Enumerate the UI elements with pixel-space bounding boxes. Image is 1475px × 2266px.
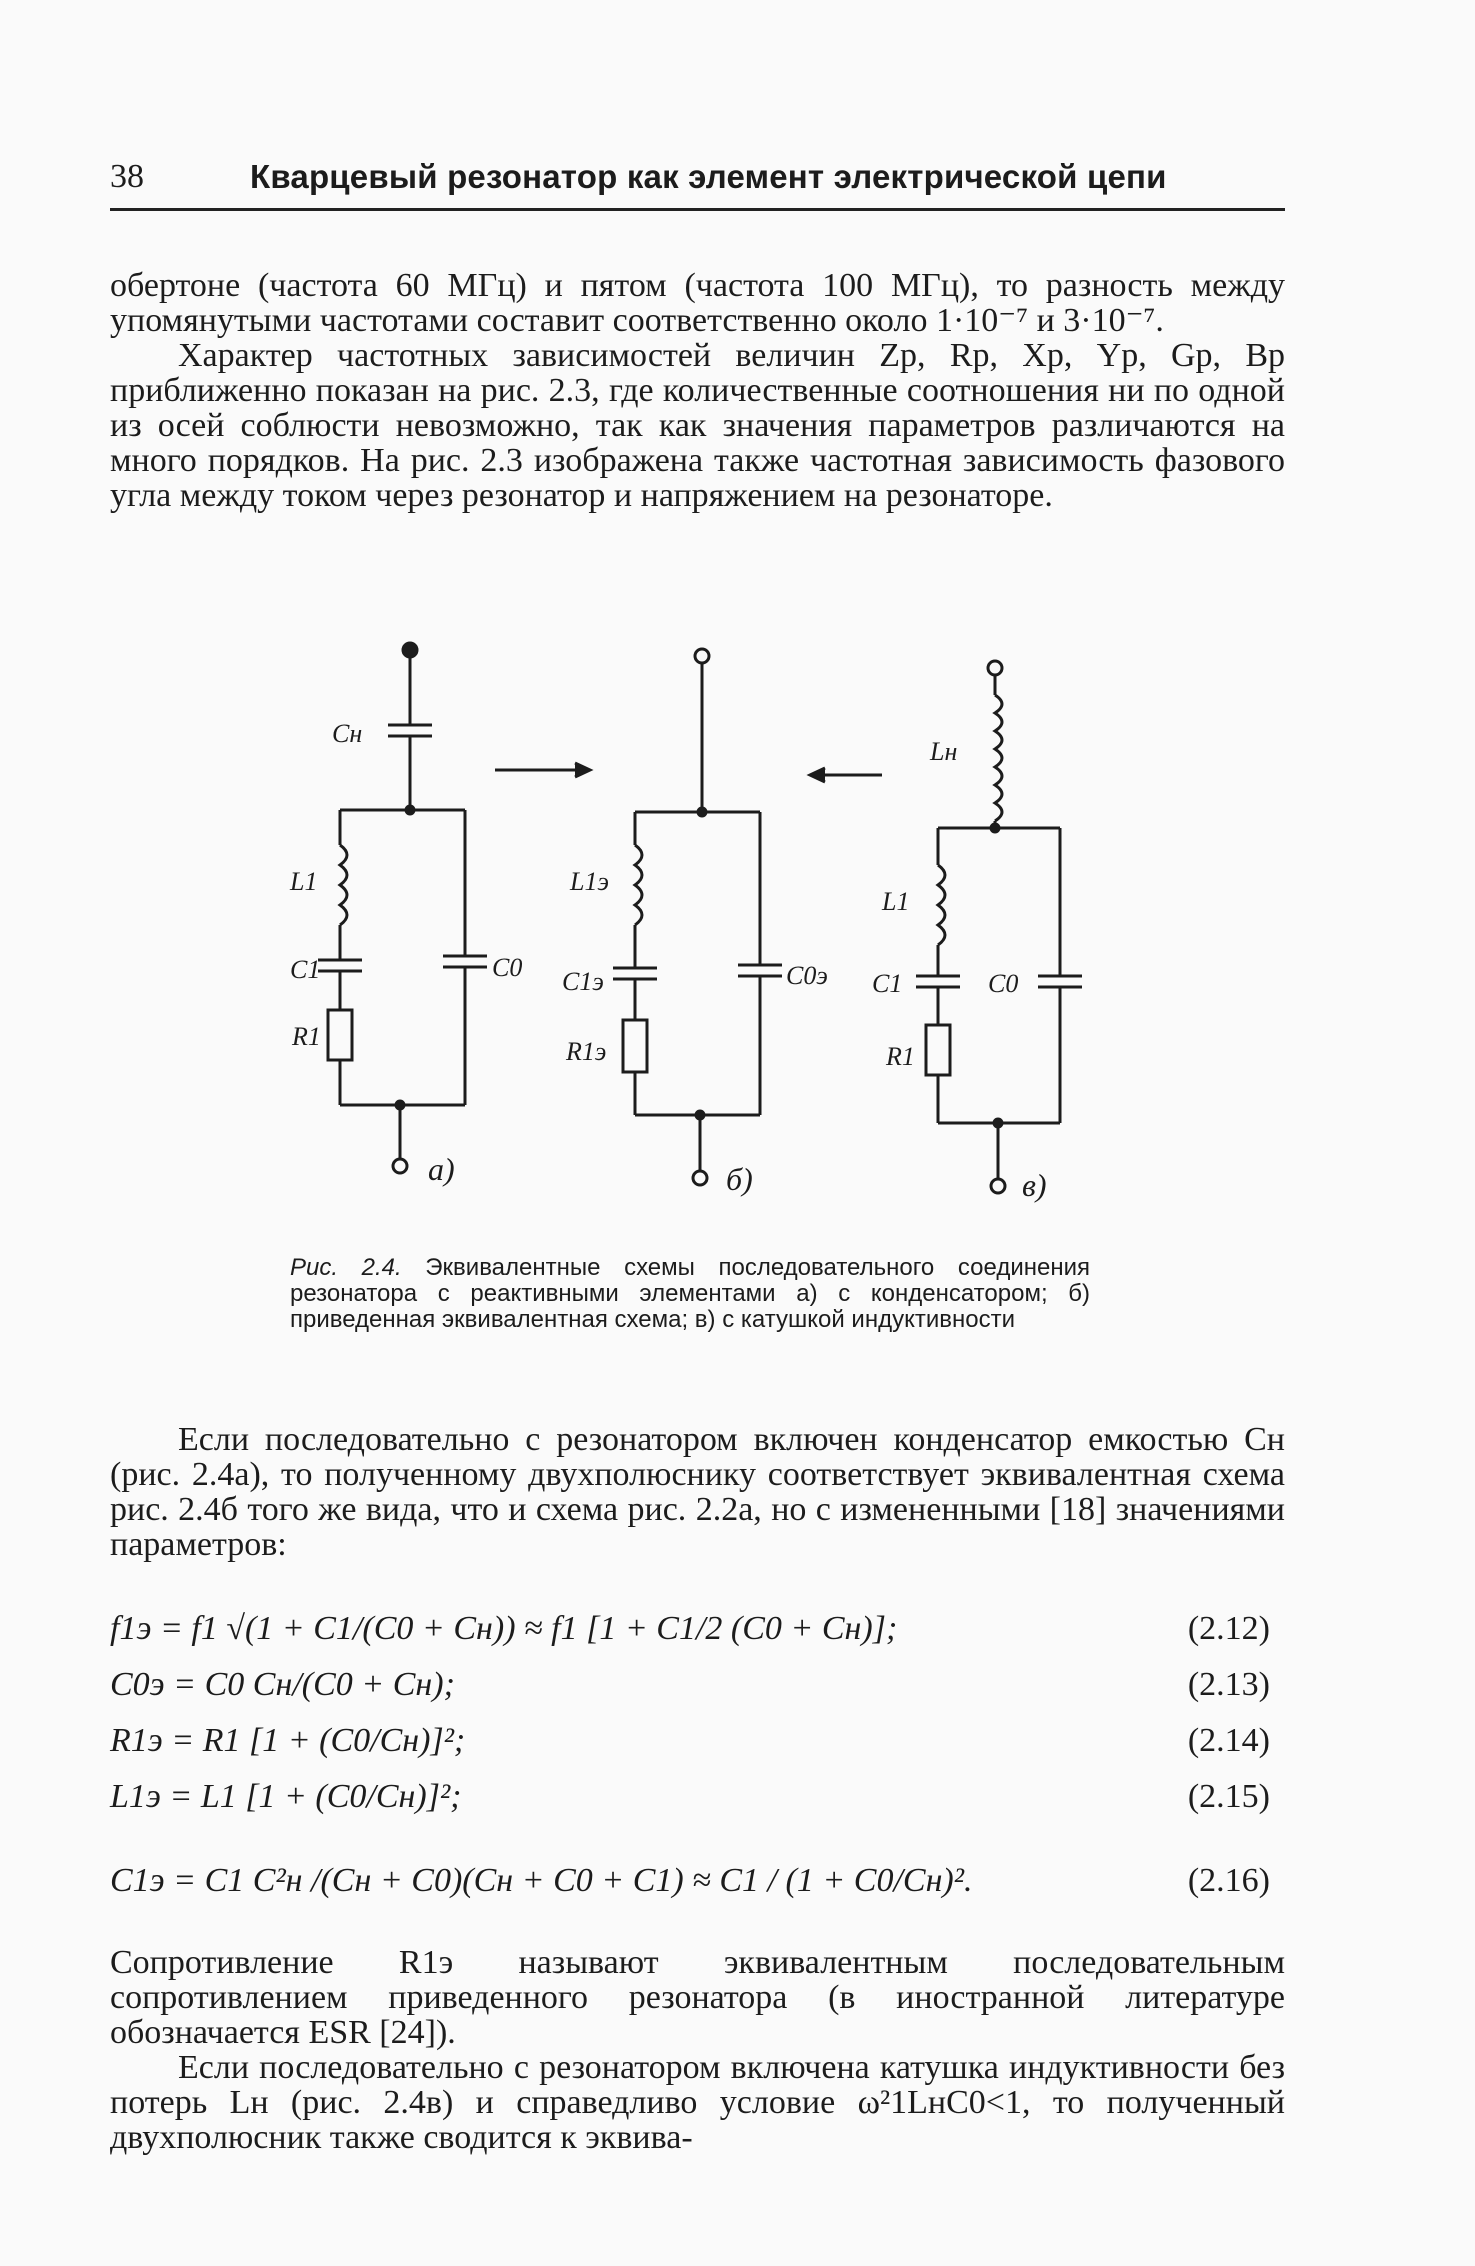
inductor-l1-c <box>938 865 945 945</box>
label-c0e-b: C0э <box>786 961 828 990</box>
inductor-ln-c <box>995 695 1002 821</box>
label-ln-c: Lн <box>930 737 958 766</box>
inductor-l1e-b <box>635 845 642 925</box>
terminal-top-c <box>988 661 1002 675</box>
label-l1-c: L1 <box>882 887 910 916</box>
paragraph-series-inductor: Если последовательно с резонатором включена катушка индуктивности без потерь Lн (рис. 2.4в) и справедливо условие ω²1LнC0<1, то полученный двухполюсник также сводится к эквива- <box>110 2049 1285 2156</box>
page-number: 38 <box>110 158 144 195</box>
caption-text: Эквивалентные схемы последовательного соединения резонатора с реактивными элементами а) с конденсатором; б) приведенная эквивалентная схема; в) с катушкой индуктивности <box>290 1254 1090 1333</box>
paragraph-frequency-dependence: Характер частотных зависимостей величин Zр, Rр, Xр, Yр, Gр, Bр приближенно показан на рис. 2.3, где количественные соотношения ни по одной из осей соблюсти невозможно, так как значения параметров различаются на много порядков. На рис. 2.3 изображена также частотная зависимость фазового угла между током через резонатор и напряжением на резонаторе. <box>110 337 1285 514</box>
caption-number: Рис. 2.4. <box>290 1254 402 1281</box>
resistor-r1-a <box>328 1010 352 1060</box>
equation-expression: L1э = L1 [1 + (C0/Cн)]²; <box>110 1778 462 1815</box>
label-c1-a: C1 <box>290 955 321 984</box>
terminal-bottom-c <box>991 1179 1005 1193</box>
equation-2-12 <box>110 1610 1285 1666</box>
equation-expression: R1э = R1 [1 + (C0/Cн)]²; <box>110 1722 466 1759</box>
label-c1e-b: C1э <box>562 967 604 996</box>
label-cn-a: Cн <box>332 719 363 748</box>
equation-expression: f1э = f1 √(1 + C1/(C0 + Cн)) ≈ f1 [1 + C1/2 (C0 + Cн)]; <box>110 1610 898 1647</box>
equation-2-13 <box>110 1666 1285 1722</box>
body-text <box>110 1422 1285 1562</box>
figure-caption <box>290 1255 1090 1333</box>
equation-number: (2.12) <box>1187 1610 1270 1647</box>
label-l1-a: L1 <box>290 867 318 896</box>
tag-a: а) <box>428 1151 455 1187</box>
paragraph-series-capacitor: Если последовательно с резонатором включен конденсатор емкостью Cн (рис. 2.4а), то полученному двухполюснику соответствует эквивалентная схема рис. 2.4б того же вида, что и схема рис. 2.2а, но с измененными [18] значениями параметров: <box>110 1421 1285 1563</box>
label-c0-c: C0 <box>988 969 1019 998</box>
equation-number: (2.13) <box>1187 1666 1270 1703</box>
equation-expression: C1э = C1 C²н /(Cн + C0)(Cн + C0 + C1) ≈ C1 / (1 + C0/Cн)². <box>110 1862 973 1899</box>
terminal-bottom-b <box>693 1171 707 1185</box>
paragraph-continuation: обертоне (частота 60 МГц) и пятом (частота 100 МГц), то разность между упомянутыми частотами составит соответственно около 1·10⁻⁷ и 3·10⁻⁷. <box>110 267 1285 339</box>
circuit-c <box>872 661 1082 1203</box>
terminal-bottom-a <box>393 1159 407 1173</box>
equation-number: (2.14) <box>1187 1722 1270 1759</box>
equations-block <box>110 1610 1285 1924</box>
tag-b: б) <box>726 1161 753 1197</box>
equation-2-15 <box>110 1778 1285 1834</box>
terminal-top-a <box>403 643 417 657</box>
intro-text <box>110 268 1285 513</box>
inductor-l1-a <box>340 845 347 925</box>
resistor-r1e-b <box>623 1020 647 1072</box>
label-r1e-b: R1э <box>566 1037 607 1066</box>
equivalent-circuits-figure <box>270 640 1090 1220</box>
resistor-r1-c <box>926 1025 950 1075</box>
label-c1-c: C1 <box>872 969 903 998</box>
label-c0-a: C0 <box>492 953 523 982</box>
equation-2-16 <box>110 1834 1285 1924</box>
paragraph-esr: Сопротивление R1э называют эквивалентным последовательным сопротивлением приведенного резонатора (в иностранной литературе обозначается ESR [24]). <box>110 1944 1285 2051</box>
page-header <box>110 150 1285 211</box>
closing-text <box>110 1945 1285 2155</box>
terminal-top-b <box>695 649 709 663</box>
tag-c: в) <box>1022 1167 1047 1203</box>
circuit-a <box>289 643 522 1187</box>
circuit-b <box>562 649 828 1197</box>
label-r1-a: R1 <box>292 1022 321 1051</box>
label-l1e-b: L1э <box>570 867 609 896</box>
equation-number: (2.15) <box>1187 1778 1270 1815</box>
label-r1-c: R1 <box>886 1042 915 1071</box>
equation-2-14 <box>110 1722 1285 1778</box>
equation-number: (2.16) <box>1187 1862 1270 1899</box>
running-title: Кварцевый резонатор как элемент электрической цепи <box>250 158 1167 195</box>
equation-expression: C0э = C0 Cн/(C0 + Cн); <box>110 1666 455 1703</box>
